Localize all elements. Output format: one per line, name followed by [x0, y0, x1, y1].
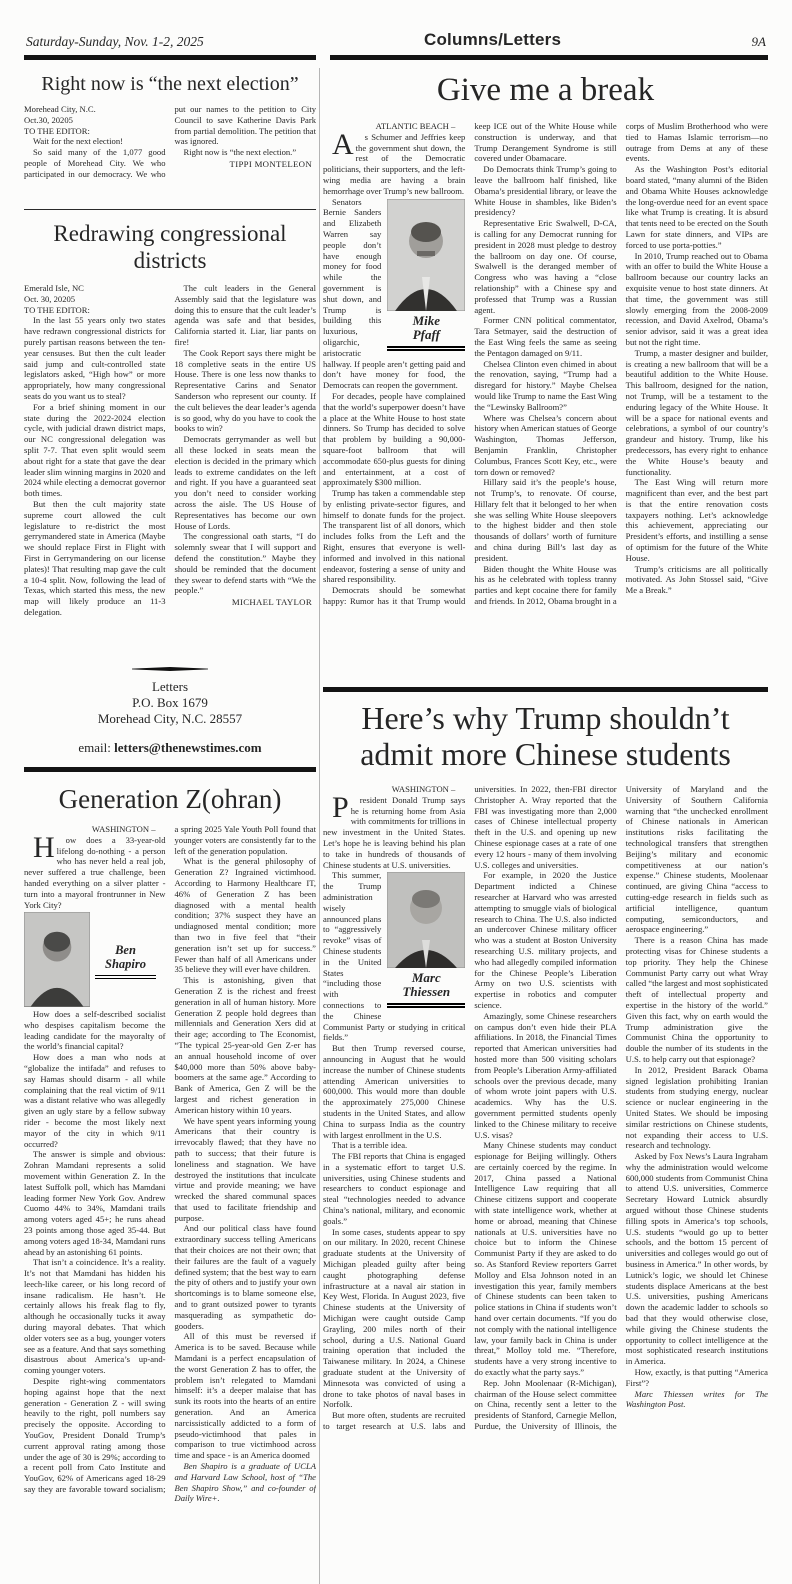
article-paragraph: In 2012, President Barack Obama signed legislation prohibiting Iranian students from studying energy, nuclear science or nuclear engineering in the United States. We should be imposing similar restrictions on Chinese students, not expanding their access to U.S. research and technology.: [625, 1064, 768, 1151]
letter-address-line: Morehead City, N.C.: [24, 104, 96, 114]
article-paragraph: The FBI reports that China is engaged in a systematic effort to target U.S. universities, using Chinese students and researchers to conduct espionage and steal “technologies needed to advance China’s national, military, and economic goals.”: [323, 1151, 466, 1226]
photo-caption: [387, 311, 465, 351]
mike-pfaff-photo-block: [387, 199, 465, 351]
article-paragraph: Biden thought the White House was his as he celebrated with topless tranny parties and kept cocaine there for family and friends. In 2012, Obama brought in a corps of Muslim Brotherhood who were tied to Hamas Islamic terrorism—no outrage from Dems at any of these events.: [474, 121, 768, 607]
article-paragraph: Democrats should be somewhat happy: Rumor has it that Trump would keep ICE out of the White House while construction is underway, and that Trump Derangement Syndrome is still covered under Obamacare.: [323, 121, 617, 607]
letter-paragraph: In the last 55 years only two states have redrawn congressional districts for purely partisan reasons between the ten-year censuses. But then the cult leader said jump and cult-controlled state legislators asked, “High how” or more appropriately, how many congressional seats do you want us to steal?: [24, 315, 166, 401]
lead-paragraph: As Schumer and Jeffries keep the government shut down, the rest of the Democratic politicians, their supporters, and the left-wing media are having a brain hemorrhage over Trump’s new ballroom.: [323, 127, 466, 196]
article-paragraph: Representative Eric Swalwell, D-CA, is calling for any Democrat running for president in 2028 must pledge to destroy the ballroom on day one. Of course, Swalwell is the deranged member of Congress who was having a “close relationship” with a Chinese spy and professed that Trump was a Russian agent.: [474, 218, 617, 315]
letters-address-line: Morehead City, N.C. 28557: [97, 711, 243, 726]
article-headline: Give me a break: [436, 72, 655, 108]
dateline: WASHINGTON –: [91, 824, 156, 834]
article-paragraph: Trump, a master designer and builder, is creating a new ballroom that will be a beautiful addition to the White House. This ballroom, designed for the nation, not Trump, will be a testament to the enduring legacy of the White House. It will be a space for national events and celebrations, a symbol of our country’s grandeur and history. Trump, like his predecessors, has every right to enhance the White House’s beauty and functionality.: [625, 347, 768, 477]
article-paragraph: For example, in 2020 the Justice Department indicted a Chinese researcher at Harvard who was arrested attempting to smuggle vials of biological research to China. The U.S. also indicted an undercover Chinese military officer who was a student at Boston University researching U.S. military projects, and who had allegedly compiled information for the Chinese People’s Liberation Army on two U.S. scientists with expertise in robotics and computer science.: [474, 870, 617, 1010]
masthead-rule-right: [330, 55, 768, 60]
article-paragraph: Trump has taken a commendable step by enlisting private-sector figures, and himself to donate funds for the project. The transparent list of all donors, which includes folks from the Left and the Right, ensures that everyone is well-informed and involved in this national endeavor, fostering a sense of unity and shared responsibility.: [323, 488, 466, 585]
author-first-name: Mike: [412, 312, 441, 328]
letters-region: [24, 64, 316, 1584]
ornament-divider: [132, 667, 208, 671]
photo-caption: [387, 968, 465, 1008]
article-paragraph: In 2010, Trump reached out to Obama with an offer to build the White House a ballroom because our country lacks an exquisite venue to host state dinners. At that time, the government was still slowly emerging from the 2008-2009 recession, and David Axelrod, Obama’s senior advisor, said it was a great idea but not the right time.: [625, 250, 768, 347]
article-paragraph: There is a reason China has made protecting visas for Chinese students a top priority. They help the Chinese Communist Party carry out what Wray called “the largest and most sophisticated theft of intellectual property and expertise in the history of the world.” Given this fact, why on earth would the Trump administration give the Communist China the opportunity to double the number of its students in the U.S. to help carry out that espionage?: [625, 935, 768, 1064]
article-paragraph: We have spent years informing young Americans that their country is irrevocably flawed; that they have no path to success; that their future is loneliness and stagnation. We have destroyed the institutions that inculcate virtue and provide meaning; we have wrecked the shared communal spaces that used to facilitate friendship and purpose.: [174, 1115, 316, 1223]
article-paragraph: The East Wing will return more magnificent than ever, and the best part is that the entire renovation costs taxpayers nothing. Let’s acknowledge this achievement, appreciating our President’s efforts, and instilling a sense of optimism for the future of the White House.: [625, 477, 768, 563]
ben-shapiro-photo: [24, 912, 90, 1007]
email-address[interactable]: letters@thenewstimes.com: [114, 740, 262, 755]
author-last-name: Shapiro: [105, 957, 146, 972]
section-rule: [323, 687, 768, 692]
letter-paragraph: Wait for the next election!: [33, 136, 123, 147]
author-first-name: Ben: [115, 943, 136, 958]
lead-paragraph: How does a 33-year-old lifelong do-nothing - a person who has never held a real job, never suffered a true challenge, been handed everything on a silver platter - turn into a mayoral frontrunner in New York City?: [24, 830, 166, 910]
article-body: [323, 784, 768, 1562]
article-paragraph: Many Chinese students may conduct espionage for Beijing willingly. Others are certainly coerced by the regime. In 2017, China passed a National Intelligence Law requiring that all Chinese citizens support and cooperate with state intelligence work, whether at home or abroad, meaning that Chinese nationals at U.S. universities have no choice but to inform the Chinese Communist Party if they are asked to do so. As Stanford Review reporters Garret Molloy and Elsa Johnson noted in an investigation this year, family members of Chinese students can been taken to police stations in China if students won’t hand over certain documents. “If you do not comply with the national intelligence law, your family back in China is under threat,” Molloy told me. “Therefore, students have a very strong incentive to do exactly what the party says.”: [474, 1140, 617, 1378]
author-last-name: Pfaff: [412, 326, 440, 342]
masthead-rule-left: [24, 55, 316, 60]
issue-date: Saturday-Sunday, Nov. 1-2, 2025: [26, 34, 204, 49]
article-give-me-a-break: [323, 72, 768, 677]
section-rule: [24, 767, 316, 772]
column-rule: [319, 68, 320, 1584]
article-paragraph: But more often, students are recruited to target research at U.S. labs and universities. In 2022, then-FBI director Christopher A. Wray reported that the FBI was investigating more than 2,000 cases of Chinese intellectual property theft in the U.S. and opening up new Chinese espionage cases at a rate of one every 12 hours - many of them involving U.S. colleges and universities.: [323, 784, 617, 1432]
article-paragraph: This is astonishing, given that Generation Z is the richest and freest generation in all of human history. More Generation Z people hold degrees than millennials and Generation Xers did at their age; according to The Economist, “The typical 25-year-old Gen Z-er has an annual household income of over $40,000 more than 50% above baby-boomers at the same age.” According to Bank of America, Gen Z will be the largest and richest generation in American history within 10 years.: [174, 975, 316, 1115]
article-headline: Generation Z(ohran): [58, 784, 282, 814]
article-paragraph: How, exactly, is that putting “America First”?: [625, 1367, 768, 1388]
letter-address-line: Oct.30, 20205: [24, 114, 73, 125]
page-number: 9A: [751, 34, 766, 49]
article-paragraph: Despite right-wing commentators hoping against hope that the next generation - Generation Z - will swing heavily to the right, poll numbers say precisely the opposite. According to YouGov, President Donald Trump’s current approval rating among those under the age of 30 is 29%; according to a recent poll from Cato Institute and YouGov, 62% of Americans aged 18-29 say they are favorable toward socialism; a spring 2025 Yale Youth Poll found that younger voters are consistently far to the left of the generation population.: [24, 824, 316, 1495]
letter-redistricting: [24, 220, 316, 655]
article-generation-zohran: [24, 784, 316, 1584]
article-chinese-students: [323, 700, 768, 1562]
mike-pfaff-photo: [387, 199, 465, 311]
letter-paragraph: So said many of the 1,077 good people of Morehead City. We who participated in our democracy. We who put our names to the petition to City Council to save Katherine Davis Park from partial demolition. The petition that was ignored.: [24, 104, 316, 179]
author-last-name: Thiessen: [402, 984, 451, 1000]
article-paragraph: That is a terrible idea.: [332, 1140, 408, 1151]
section-divider-rule: [24, 209, 316, 210]
letter-body: [24, 283, 316, 655]
article-paragraph: Trump’s criticisms are all politically motivated. As John Stossel said, “Give Me a Break.”: [625, 563, 768, 596]
ben-shapiro-photo-block: [24, 912, 156, 1007]
author-tagline: Ben Shapiro is a graduate of UCLA and Harvard Law School, host of “The Ben Shapiro Show,” and co-founder of Daily Wire+.: [174, 1461, 316, 1504]
section-title: Columns/Letters: [424, 30, 562, 49]
dateline: WASHINGTON –: [391, 784, 456, 794]
letter-body: [24, 104, 316, 200]
letters-email-line: [24, 740, 316, 756]
letter-signature: TIPPI MONTELEON: [229, 158, 312, 169]
letter-address-line: Emerald Isle, NC: [24, 283, 84, 293]
article-paragraph: Rep. John Moolenaar (R-Michigan), chairman of the House select committee on China, recently sent a letter to the presidents of Stanford, Carnegie Mellon, Purdue, the University of Illinois, the University of Maryland and the University of Southern California warning that “the unchecked enrollment of Chinese nationals in American institutions risks facilitating the technological transfers that strengthen Beijing’s military and economic competitiveness at our nation’s expense.” Chinese students, Moolenaar continued, are giving China “access to cutting-edge research in fields such as artificial intelligence, quantum computing, semiconductors, and aerospace engineering.”: [474, 784, 768, 1432]
letter-address-line: TO THE EDITOR:: [24, 304, 90, 315]
letter-paragraph: Democrats gerrymander as well but all these locked in seats mean the election is decided in the primary which leads to extreme candidates on the left and right. If you have a guaranteed seat you don’t need to consider working across the aisle. The US House of Representatives has become our own House of Lords.: [174, 434, 316, 531]
letter-address-line: TO THE EDITOR:: [24, 125, 90, 136]
letter-paragraph: The cult leaders in the General Assembly said that the legislature was doing this to ensure that the cult leader’s agenda was safe and that besides, California started it. Liar, liar pants on fire!: [174, 283, 316, 347]
article-paragraph: All of this must be reversed if America is to be saved. Because while Mamdani is a perfect encapsulation of the worst Generation Z has to offer, the problem isn’t relegated to Mamdani himself: it’s a deeper malaise that has sunk its roots into the hearts of an entire generation. And an America narcissistically addicted to a form of pseudo-victimhood that pales in comparison to true victimhood across time and space - is an America doomed: [174, 1331, 316, 1461]
letter-headline: Right now is “the next election”: [41, 73, 299, 95]
author-tagline: Marc Thiessen writes for The Washington Post.: [625, 1388, 768, 1410]
letter-paragraph: For a brief shining moment in our state during the 2022-2024 election cycle, with judicial drawn district maps, our NC congressional delegation was split 7-7. That even split would seem about right for a state that gave the dear leader slim winning margins in 2020 and 2024 while electing a democrat governor both times.: [24, 401, 166, 499]
letter-headline: Redrawing congressional districts: [53, 221, 287, 273]
letter-next-election: [24, 73, 316, 200]
masthead-rules: [24, 55, 768, 60]
article-paragraph: How does a man who nods at “globalize the intifada” and refuses to say Hamas should disarm - all while complaining that the real victim of 9/11 was a distant relative who was allegedly given an ugly stare by a fellow subway rider - become the most likely next mayor of the city in which 9/11 occurred?: [24, 1052, 166, 1149]
masthead: [24, 30, 768, 52]
article-paragraph: And our political class have found extraordinary success telling Americans that their choices are not their own; that their failures are the fault of a vaguely defined system; that the best way to earn the pity of others and to justify your own shortcomings is to blame someone else, and to grant outsized power to tyrants masquerading as sympathetic do-gooders.: [174, 1223, 316, 1331]
letters-address-line: P.O. Box 1679: [132, 695, 208, 710]
article-paragraph: That isn’t a coincidence. It’s a reality. It’s not that Mamdani has hidden his leech-like career, or his long record of insane radicalism. He hasn’t. He certainly allows his freak flag to fly, although he occasionally tucks it away during mayoral debates. That which older voters see as a bug, younger voters see as a feature. And that says something disastrous about America’s up-and-coming younger voters.: [24, 1257, 166, 1376]
letter-paragraph: But then the cult majority state supreme court allowed the cult legislature to re-district the most gerrymandered state in America (Maybe we should replace First in Flight with First in Gerrymandering on our license plates)! That resulting map gave the cult a 10-4 split. Now, following the lead of Texas, which started this mess, the new map will likely produce an 11-3 delegation.: [24, 498, 166, 617]
letter-paragraph: Right now is “the next election.”: [183, 147, 297, 158]
article-paragraph: Chelsea Clinton even chimed in about the renovation, saying, “Trump had a disregard for history.” Maybe Chelsea would like Trump to name the East Wing the “Lewinsky Ballroom?”: [474, 358, 617, 412]
article-paragraph: In some cases, students appear to spy on our military. In 2020, recent Chinese graduate students at the University of Michigan pleaded guilty after being caught photographing defense infrastructure at a naval air station in Key West, Florida. In August 2023, five Chinese students at the University of Michigan were caught outside Camp Grayling, 200 miles north of their school, during a U.S. National Guard training operation that included the Taiwanese military. In 2024, a Chinese graduate student at the University of Minnesota was convicted of using a drone to take photos of naval bases in Norfolk.: [323, 1226, 466, 1410]
article-paragraph: As the Washington Post’s editorial board stated, “many alumni of the Biden and Obama White Houses acknowledge the long-overdue need for an event space like what Trump is creating. It is absurd that tents need to be erected on the South Lawn for state dinners, and VIPs are forced to use porta-potties.”: [625, 164, 768, 250]
email-label: email:: [78, 740, 115, 755]
marc-thiessen-photo: [387, 872, 465, 968]
article-paragraph: What is the general philosophy of Generation Z? Ingrained victimhood. According to Harmony Healthcare IT, 46% of Generation Z has been diagnosed with a mental health condition; 37% suspect they have an undiagnosed mental condition; more than two in five feel that “their generation isn’t set up for success.” Fewer than half of all Americans under 35 believe they will ever have children.: [174, 856, 316, 975]
letters-address-box: [24, 679, 316, 727]
article-paragraph: But then Trump reversed course, announcing in August that he would increase the number of Chinese students attending American universities to 600,000. This would more than double the approximately 275,000 Chinese students in the United States, and allow China to surpass India as the country with largest enrollment in the U.S.: [323, 1043, 466, 1140]
columns-region: [323, 64, 768, 1584]
letter-address-line: Oct. 30, 20205: [24, 293, 76, 304]
article-paragraph: Senators Bernie Sanders and Elizabeth Warren say people don’t have enough money for food while the government is shut down, and Trump is building this luxurious, oligarchic, aristocratic hallway. If people aren’t getting paid and don’t have money for food, the Democrats can reopen the government.: [323, 196, 466, 391]
article-body: [24, 824, 316, 1584]
author-first-name: Marc: [411, 970, 441, 986]
letter-paragraph: The congressional oath starts, “I do solemnly swear that I will support and defend the constitution.” Maybe they should be reminded that the document they swear to defend starts with “We the people.”: [174, 531, 316, 596]
article-paragraph: Amazingly, some Chinese researchers on campus don’t even hide their PLA affiliations. In 2018, the Financial Times reported that American universities had hosted more than 500 visiting scholars from People’s Liberation Army-affiliated schools over the previous decade, many of whom wrote joint papers with U.S. academics. Why has the U.S. government permitted students openly linked to the Chinese military to receive U.S. visas?: [474, 1010, 617, 1140]
marc-thiessen-photo-block: [387, 872, 465, 1008]
article-paragraph: Asked by Fox News’s Laura Ingraham why the administration would welcome 600,000 students from Communist China to attend U.S. universities, Commerce Secretary Howard Lutnick absurdly argued without those Chinese students filling spots in America’s top schools, U.S. students “would go up to better schools, and the bottom 15 percent of universities and colleges would go out of business in America.” In other words, by Lutnick’s logic, we should let Chinese students displace Americans at the best U.S. universities, pushing Americans down the academic ladder to schools so bad that they would otherwise close, while giving the Chinese students the opportunity to collect intelligence at the most sophisticated research institutions in America.: [625, 1151, 768, 1367]
article-paragraph: Former CNN political commentator, Tara Setmayer, said the destruction of the East Wing feels the same as seeing the Pentagon damaged on 9/11.: [474, 315, 617, 358]
letter-signature: MICHAEL TAYLOR: [231, 597, 312, 608]
article-body: [323, 121, 768, 677]
photo-caption: [95, 940, 156, 979]
article-paragraph: Where was Chelsea’s concern about history when American statues of George Washington, Thomas Jefferson, Benjamin Franklin, Christopher Columbus, Frances Scott Key, etc., were torn down or removed?: [474, 412, 617, 477]
article-paragraph: This summer, the Trump administration wisely announced plans to “aggressively revoke” visas of Chinese students in the United States “including those with connections to the Chinese Communist Party or studying in critical fields.”: [323, 870, 466, 1043]
lead-paragraph: President Donald Trump says he is returning home from Asia with commitments for trillions in new investment in the United States. Let’s hope he is leaving behind his plan to take in hundreds of thousands of Chinese students at U.S. universities.: [323, 790, 466, 870]
letters-address-line: Letters: [151, 679, 189, 694]
article-headline: Here’s why Trump shouldn’t admit more Chinese students: [360, 700, 731, 772]
article-paragraph: Do Democrats think Trump’s going to leave the ballroom half finished, like Obama’s presidential library, or leave the White House in shambles, like Biden’s presidency?: [474, 164, 617, 218]
article-paragraph: Hillary said it’s the people’s house, not Trump’s, to renovate. Of course, Hillary felt that it belonged to her when she was selling White House sleepovers to the highest bidder and then stole thousands of dollars’ worth of furniture and china during Bill’s last day as president.: [474, 477, 617, 563]
letter-paragraph: The Cook Report says there might be 18 completive seats in the entire US House. There is one less now thanks to Representative Carins and Senator Sanderson who represent our county. If the cult believes the dear leader’s agenda is so good, why do you have to cook the books to win?: [174, 347, 316, 434]
article-paragraph: How does a self-described socialist who despises capitalism become the leading candidate for the mayoralty of the world’s financial capital?: [24, 1008, 166, 1052]
dateline: ATLANTIC BEACH –: [375, 121, 456, 131]
article-paragraph: The answer is simple and obvious: Zohran Mamdani represents a solid movement within Generation Z. In the latest Suffolk poll, which has Mamdani leading former New York Gov. Andrew Cuomo 44% to 34%, Mamdani trails among voters aged 45+; he runs ahead 23 points among those aged 35-44. But among voters aged 18-34, Mamdani runs ahead by an astonishing 61 points.: [24, 1149, 166, 1257]
article-paragraph: For decades, people have complained that the world’s superpower doesn’t have a place at the White House to host state dinners. So Trump has decided to solve that problem by building a 90,000-square-foot ballroom that will accommodate 650-plus guests for dining and entertainment, at a cost of approximately $300 million.: [323, 390, 466, 488]
